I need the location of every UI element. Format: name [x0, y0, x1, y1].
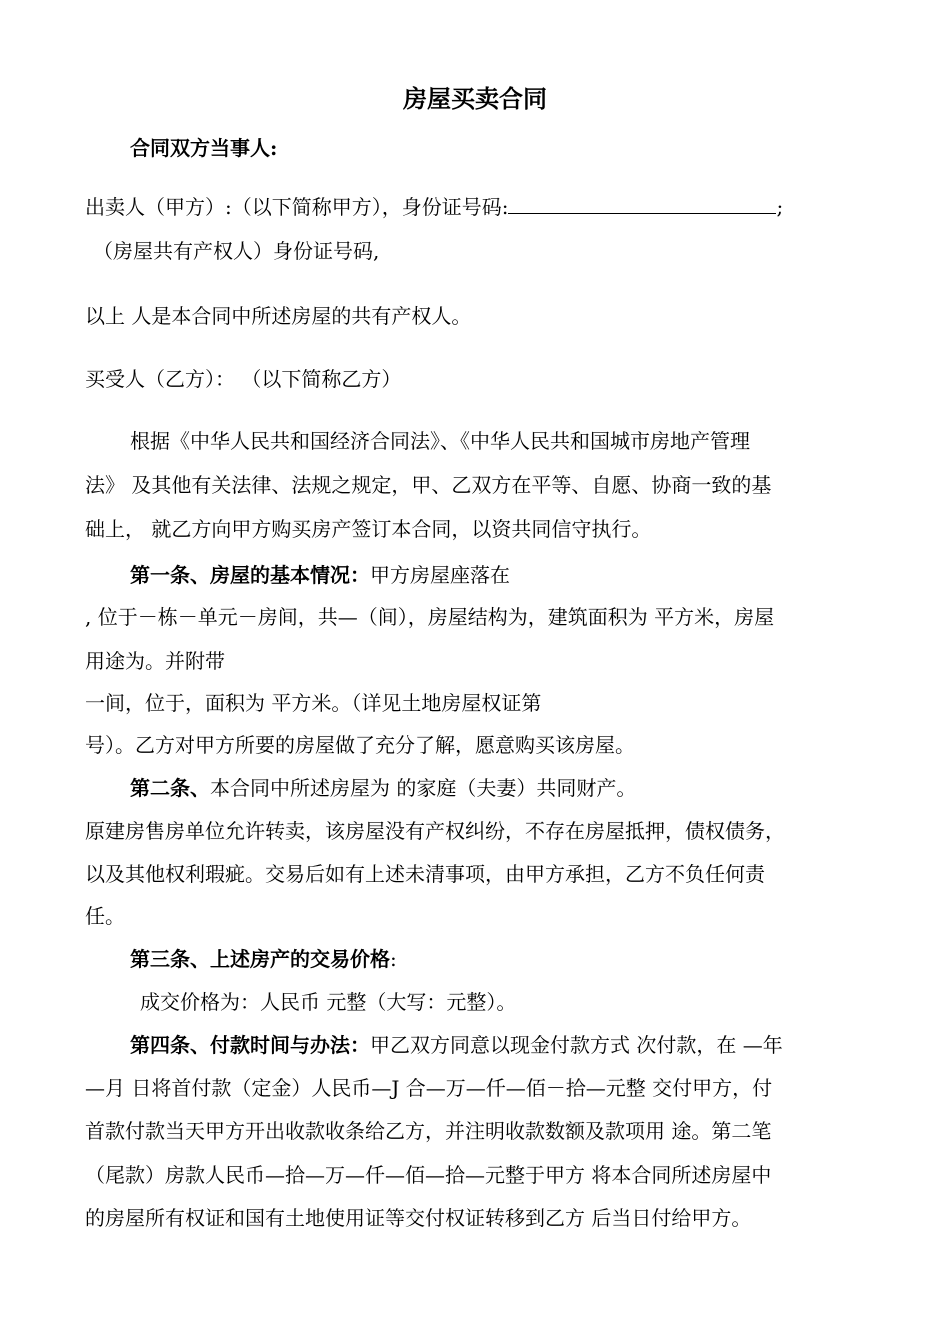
co-owners-statement: 以上 人是本合同中所述房屋的共有产权人。: [85, 304, 472, 328]
document-title: 房屋买卖合同: [403, 84, 547, 113]
article-4-text: 甲乙双方同意以现金付款方式 次付款，在 —年: [370, 1033, 783, 1057]
co-owner-line: （房屋共有产权人）身份证号码,: [93, 239, 380, 263]
article-4-heading: 第四条、付款时间与办法：: [130, 1033, 370, 1057]
buyer-line: 买受人（乙方）： （以下简称乙方）: [85, 367, 402, 391]
seller-line: [85, 194, 783, 220]
seller-line-text: 出卖人（甲方）:（以下简称甲方），身份证号码:: [85, 195, 509, 219]
article-2-heading: 第二条、: [130, 776, 210, 800]
article-4-line: —月 日将首付款（定金）人民币—J 合—万—仟—佰－拾—元整 交付甲方，付: [85, 1076, 773, 1100]
article-1-line: 用途为。并附带: [85, 649, 225, 673]
article-1-text: 甲方房屋座落在: [370, 563, 510, 587]
preamble-line: 法》 及其他有关法律、法规之规定，甲、乙双方在平等、自愿、协商一致的基: [85, 473, 772, 497]
article-2-first-line: [130, 775, 636, 801]
article-1-line: 一间，位于，面积为 平方米。（详见土地房屋权证第: [85, 691, 542, 715]
id-number-blank: [508, 195, 776, 214]
article-2-line: 原建房售房单位允许转卖，该房屋没有产权纠纷，不存在房屋抵押，债权债务，: [85, 819, 785, 843]
article-2-text: 本合同中所述房屋为 的家庭（夫妻）共同财产。: [210, 776, 637, 800]
article-3-line: 成交价格为：人民币 元整（大写：元整）。: [140, 990, 517, 1014]
preamble-line: 础上， 就乙方向甲方购买房产签订本合同，以资共同信守执行。: [85, 517, 652, 541]
preamble-line: 根据《中华人民共和国经济合同法》、《中华人民共和国城市房地产管理: [130, 429, 750, 453]
article-1-line: , 位于－栋－单元－房间，共—（间），房屋结构为，建筑面积为 平方米，房屋: [85, 605, 775, 629]
article-3-heading: 第三条、上述房产的交易价格: [130, 947, 390, 971]
article-1-line: 号）。乙方对甲方所要的房屋做了充分了解，愿意购买该房屋。: [85, 733, 635, 757]
article-4-first-line: [130, 1032, 783, 1058]
article-1-heading: 第一条、房屋的基本情况：: [130, 563, 370, 587]
article-4-line: 的房屋所有权证和国有土地使用证等交付权证转移到乙方 后当日付给甲方。: [85, 1206, 752, 1230]
seller-line-end: ;: [776, 195, 784, 219]
article-2-line: 以及其他权利瑕疵。交易后如有上述未清事项，由甲方承担，乙方不负任何责: [85, 862, 765, 886]
article-3-first-line: [130, 946, 397, 972]
article-4-line: （尾款）房款人民币—拾—万—仟—佰—拾—元整于甲方 将本合同所述房屋中: [85, 1163, 772, 1187]
article-4-line: 首款付款当天甲方开出收款收条给乙方，并注明收款数额及款项用 途。第二笔: [85, 1119, 772, 1143]
parties-heading: 合同双方当事人:: [130, 136, 278, 160]
article-1-first-line: [130, 562, 510, 588]
article-2-line: 任。: [85, 904, 125, 928]
article-3-heading-colon: :: [390, 947, 397, 971]
